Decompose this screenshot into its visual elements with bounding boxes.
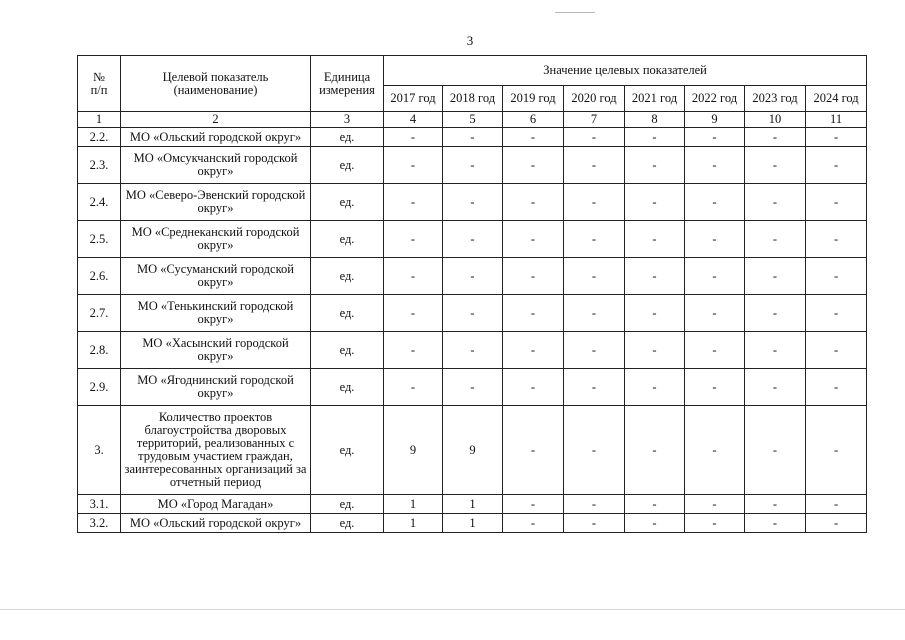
header-column-number: 11 (806, 112, 867, 128)
row-value: - (443, 184, 503, 221)
table-row (78, 147, 867, 184)
row-value: - (564, 406, 625, 495)
row-value: - (745, 514, 806, 533)
row-value: - (384, 332, 443, 369)
row-number: 3. (78, 406, 121, 495)
row-indicator-name: МО «Омсукчанский городской округ» (121, 147, 311, 184)
row-value: - (443, 258, 503, 295)
row-value: - (806, 495, 867, 514)
row-value: - (503, 406, 564, 495)
row-value: 1 (443, 514, 503, 533)
row-unit: ед. (311, 332, 384, 369)
row-value: - (564, 184, 625, 221)
row-indicator-name: МО «Сусуманский городской округ» (121, 258, 311, 295)
row-number: 2.7. (78, 295, 121, 332)
row-value: - (384, 184, 443, 221)
header-unit: Единица измерения (311, 56, 384, 112)
header-column-number: 5 (443, 112, 503, 128)
row-indicator-name: МО «Ягоднинский городской округ» (121, 369, 311, 406)
row-value: - (443, 295, 503, 332)
row-indicator-name: МО «Ольский городской округ» (121, 128, 311, 147)
row-unit: ед. (311, 128, 384, 147)
header-year: 2018 год (443, 86, 503, 112)
row-value: - (685, 514, 745, 533)
table-row (78, 128, 867, 147)
row-value: - (564, 295, 625, 332)
row-unit: ед. (311, 369, 384, 406)
row-value: - (806, 221, 867, 258)
row-value: - (503, 221, 564, 258)
row-value: - (503, 332, 564, 369)
header-column-number: 1 (78, 112, 121, 128)
row-value: - (745, 369, 806, 406)
row-value: - (564, 128, 625, 147)
row-number: 2.6. (78, 258, 121, 295)
row-value: - (503, 369, 564, 406)
scan-artifact (555, 12, 595, 13)
row-indicator-name: Количество проектов благоустройства дворовых территорий, реализованных с трудовым участием граждан, заинтересованных организаций за отчетный период (121, 406, 311, 495)
row-value: - (384, 369, 443, 406)
row-indicator-name: МО «Северо-Эвенский городской округ» (121, 184, 311, 221)
row-number: 2.5. (78, 221, 121, 258)
row-value: - (564, 147, 625, 184)
table-row (78, 495, 867, 514)
table-row (78, 332, 867, 369)
header-column-number: 9 (685, 112, 745, 128)
row-value: - (685, 258, 745, 295)
row-value: - (625, 514, 685, 533)
row-value: - (503, 128, 564, 147)
row-value: - (443, 332, 503, 369)
row-value: - (745, 332, 806, 369)
row-unit: ед. (311, 147, 384, 184)
row-indicator-name: МО «Хасынский городской округ» (121, 332, 311, 369)
row-value: - (384, 147, 443, 184)
row-value: - (685, 221, 745, 258)
header-column-number: 7 (564, 112, 625, 128)
row-value: - (806, 514, 867, 533)
row-value: - (806, 295, 867, 332)
row-value: - (625, 495, 685, 514)
row-value: - (806, 332, 867, 369)
table-row (78, 184, 867, 221)
row-value: - (503, 514, 564, 533)
row-unit: ед. (311, 514, 384, 533)
row-value: - (625, 332, 685, 369)
row-unit: ед. (311, 221, 384, 258)
table-header (78, 56, 867, 128)
header-year: 2020 год (564, 86, 625, 112)
row-value: - (564, 332, 625, 369)
row-value: - (625, 184, 685, 221)
header-column-number: 4 (384, 112, 443, 128)
row-value: - (685, 128, 745, 147)
row-value: - (443, 147, 503, 184)
row-value: 9 (384, 406, 443, 495)
row-value: - (384, 258, 443, 295)
row-indicator-name: МО «Среднеканский городской округ» (121, 221, 311, 258)
header-year: 2019 год (503, 86, 564, 112)
row-value: - (745, 147, 806, 184)
header-column-number: 2 (121, 112, 311, 128)
row-indicator-name: МО «Ольский городской округ» (121, 514, 311, 533)
row-value: - (745, 495, 806, 514)
row-value: - (745, 221, 806, 258)
row-value: - (625, 258, 685, 295)
row-unit: ед. (311, 258, 384, 295)
row-value: - (685, 295, 745, 332)
row-unit: ед. (311, 406, 384, 495)
scan-artifact (0, 609, 905, 610)
row-value: - (685, 147, 745, 184)
row-value: - (564, 514, 625, 533)
row-value: - (384, 295, 443, 332)
row-value: - (806, 369, 867, 406)
row-indicator-name: МО «Тенькинский городской округ» (121, 295, 311, 332)
row-value: - (625, 147, 685, 184)
header-column-number: 8 (625, 112, 685, 128)
row-value: - (564, 495, 625, 514)
row-value: - (564, 221, 625, 258)
row-value: - (503, 258, 564, 295)
row-value: 1 (384, 495, 443, 514)
row-value: - (806, 184, 867, 221)
row-value: 9 (443, 406, 503, 495)
row-unit: ед. (311, 184, 384, 221)
row-unit: ед. (311, 495, 384, 514)
row-value: - (806, 406, 867, 495)
row-value: - (564, 258, 625, 295)
header-year: 2021 год (625, 86, 685, 112)
header-values: Значение целевых показателей (384, 56, 867, 86)
row-value: - (806, 128, 867, 147)
row-value: - (443, 221, 503, 258)
row-value: - (625, 295, 685, 332)
header-year: 2017 год (384, 86, 443, 112)
page-number: 3 (466, 33, 474, 48)
row-value: - (443, 369, 503, 406)
row-value: 1 (384, 514, 443, 533)
row-value: - (806, 258, 867, 295)
row-value: - (625, 128, 685, 147)
row-number: 2.8. (78, 332, 121, 369)
row-value: - (685, 332, 745, 369)
row-value: - (745, 258, 806, 295)
header-year: 2022 год (685, 86, 745, 112)
target-indicators-table (77, 55, 867, 533)
header-year: 2023 год (745, 86, 806, 112)
row-number: 2.9. (78, 369, 121, 406)
row-number: 2.4. (78, 184, 121, 221)
row-value: - (685, 406, 745, 495)
header-year: 2024 год (806, 86, 867, 112)
row-value: - (745, 128, 806, 147)
row-unit: ед. (311, 295, 384, 332)
header-num: № п/п (78, 56, 121, 112)
row-number: 2.2. (78, 128, 121, 147)
header-name: Целевой показатель (наименование) (121, 56, 311, 112)
row-value: - (564, 369, 625, 406)
table-row (78, 258, 867, 295)
table-body (78, 128, 867, 533)
row-number: 2.3. (78, 147, 121, 184)
header-column-numbers-row (78, 112, 867, 128)
table-row (78, 514, 867, 533)
row-value: - (503, 184, 564, 221)
row-value: - (625, 221, 685, 258)
row-value: - (745, 184, 806, 221)
row-value: - (745, 295, 806, 332)
row-value: - (685, 184, 745, 221)
row-value: - (503, 295, 564, 332)
row-value: - (745, 406, 806, 495)
header-column-number: 6 (503, 112, 564, 128)
table-row (78, 221, 867, 258)
row-value: - (625, 369, 685, 406)
row-value: - (503, 147, 564, 184)
row-indicator-name: МО «Город Магадан» (121, 495, 311, 514)
row-value: - (625, 406, 685, 495)
row-value: - (384, 128, 443, 147)
row-value: - (806, 147, 867, 184)
table-row (78, 406, 867, 495)
row-value: - (503, 495, 564, 514)
row-value: 1 (443, 495, 503, 514)
table-row (78, 295, 867, 332)
row-value: - (384, 221, 443, 258)
row-value: - (685, 369, 745, 406)
header-column-number: 3 (311, 112, 384, 128)
row-number: 3.2. (78, 514, 121, 533)
table-row (78, 369, 867, 406)
row-value: - (685, 495, 745, 514)
header-column-number: 10 (745, 112, 806, 128)
row-value: - (443, 128, 503, 147)
row-number: 3.1. (78, 495, 121, 514)
